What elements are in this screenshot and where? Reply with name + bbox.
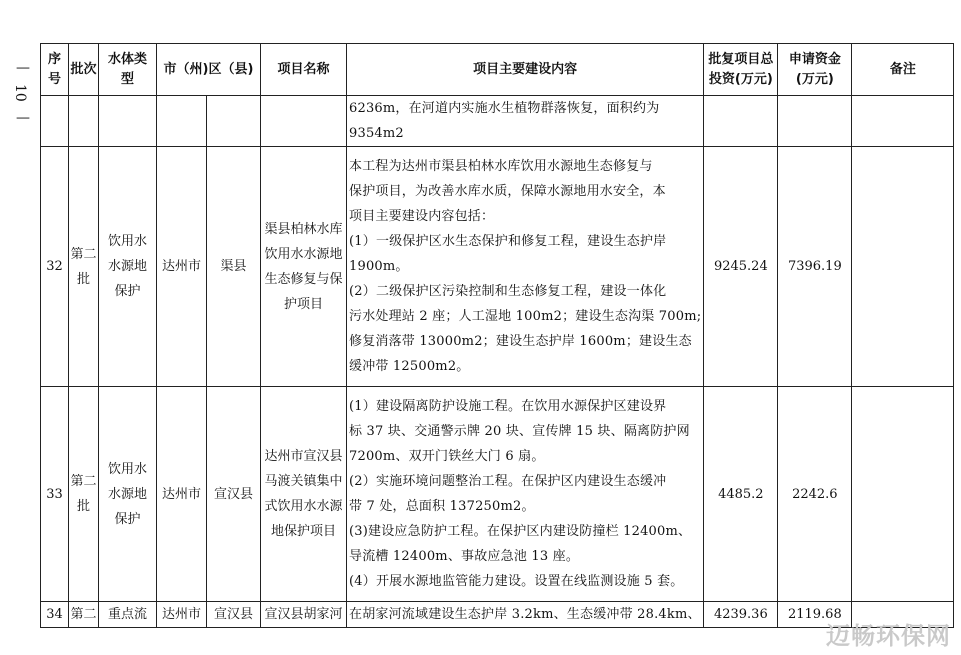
cell-project-name: 宣汉县胡家河 [261,602,347,628]
header-requested-funds: 申请资金 (万元) [778,44,852,96]
cell-investment: 4239.36 [704,602,778,628]
cell-content: (1）建设隔离防护设施工程。在饮用水源保护区建设界 标 37 块、交通警示牌 20 块、宣传牌 15 块、隔离防护网 7200m、双开门铁丝大门 6 扇。 (2）实施环境问题整治工程。在保护区内建设生态缓冲 带 7 处，总面积 137250m2。 (3)建设应急防护工程。在保护区内建设防撞栏 12400m、 导流槽 12400m、事故应急池 13 座。 (4）开展水源地监管能力建设。设置在线监测设施 5 套。 [347,387,704,602]
cell-content: 6236m，在河道内实施水生植物群落恢复，面积约为 9354m2 [347,96,704,147]
cell-county [207,96,261,147]
cell-seq: 34 [41,602,69,628]
header-content: 项目主要建设内容 [347,44,704,96]
cell-batch: 第二 [69,602,99,628]
cell-seq [41,96,69,147]
cell-batch: 第二 批 [69,147,99,387]
cell-funds [778,96,852,147]
header-batch: 批次 [69,44,99,96]
cell-city: 达州市 [157,387,207,602]
project-table [40,43,954,628]
watermark-logo: 迈畅环保网 [826,622,951,650]
cell-project-name: 达州市宣汉县 马渡关镇集中 式饮用水水源 地保护项目 [261,387,347,602]
page-number-value: 10 [12,84,28,102]
header-remarks: 备注 [852,44,954,96]
cell-funds: 7396.19 [778,147,852,387]
cell-county: 宣汉县 [207,602,261,628]
cell-investment [704,96,778,147]
cell-seq: 33 [41,387,69,602]
table-row [41,96,954,147]
cell-batch: 第二 批 [69,387,99,602]
cell-project-name [261,96,347,147]
cell-city: 达州市 [157,147,207,387]
header-water-type: 水体类 型 [99,44,157,96]
cell-project-name: 渠县柏林水库 饮用水水源地 生态修复与保 护项目 [261,147,347,387]
cell-county: 宣汉县 [207,387,261,602]
cell-funds: 2242.6 [778,387,852,602]
header-city-county: 市（州)区（县) [157,44,261,96]
page-number [12,60,34,126]
header-row [41,44,954,96]
cell-content: 本工程为达州市渠县柏林水库饮用水源地生态修复与 保护项目，为改善水库水质，保障水源地用水安全，本 项目主要建设内容包括： (1）一级保护区水生态保护和修复工程，建设生态护岸 1900m。 (2）二级保护区污染控制和生态修复工程，建设一体化 污水处理站 2 座；人工湿地 100m2；建设生态沟渠 700m; 修复消落带 13000m2；建设生态护岸 1600m；建设生态 缓冲带 12500m2。 [347,147,704,387]
header-approved-investment: 批复项目总 投资(万元) [704,44,778,96]
cell-water-type: 饮用水 水源地 保护 [99,387,157,602]
cell-remarks [852,147,954,387]
cell-investment: 9245.24 [704,147,778,387]
cell-water-type: 重点流 [99,602,157,628]
cell-funds: 2119.68 [778,602,852,628]
page-dash-bottom: — [16,109,30,126]
page-dash-top: — [16,60,30,76]
cell-county: 渠县 [207,147,261,387]
cell-investment: 4485.2 [704,387,778,602]
table-row [41,147,954,387]
cell-water-type: 饮用水 水源地 保护 [99,147,157,387]
table-row [41,387,954,602]
table-row [41,602,954,628]
header-seq: 序 号 [41,44,69,96]
cell-water-type [99,96,157,147]
cell-batch [69,96,99,147]
cell-seq: 32 [41,147,69,387]
cell-city [157,96,207,147]
cell-content: 在胡家河流域建设生态护岸 3.2km、生态缓冲带 28.4km、 [347,602,704,628]
cell-city: 达州市 [157,602,207,628]
header-project-name: 项目名称 [261,44,347,96]
cell-remarks [852,96,954,147]
cell-remarks [852,387,954,602]
